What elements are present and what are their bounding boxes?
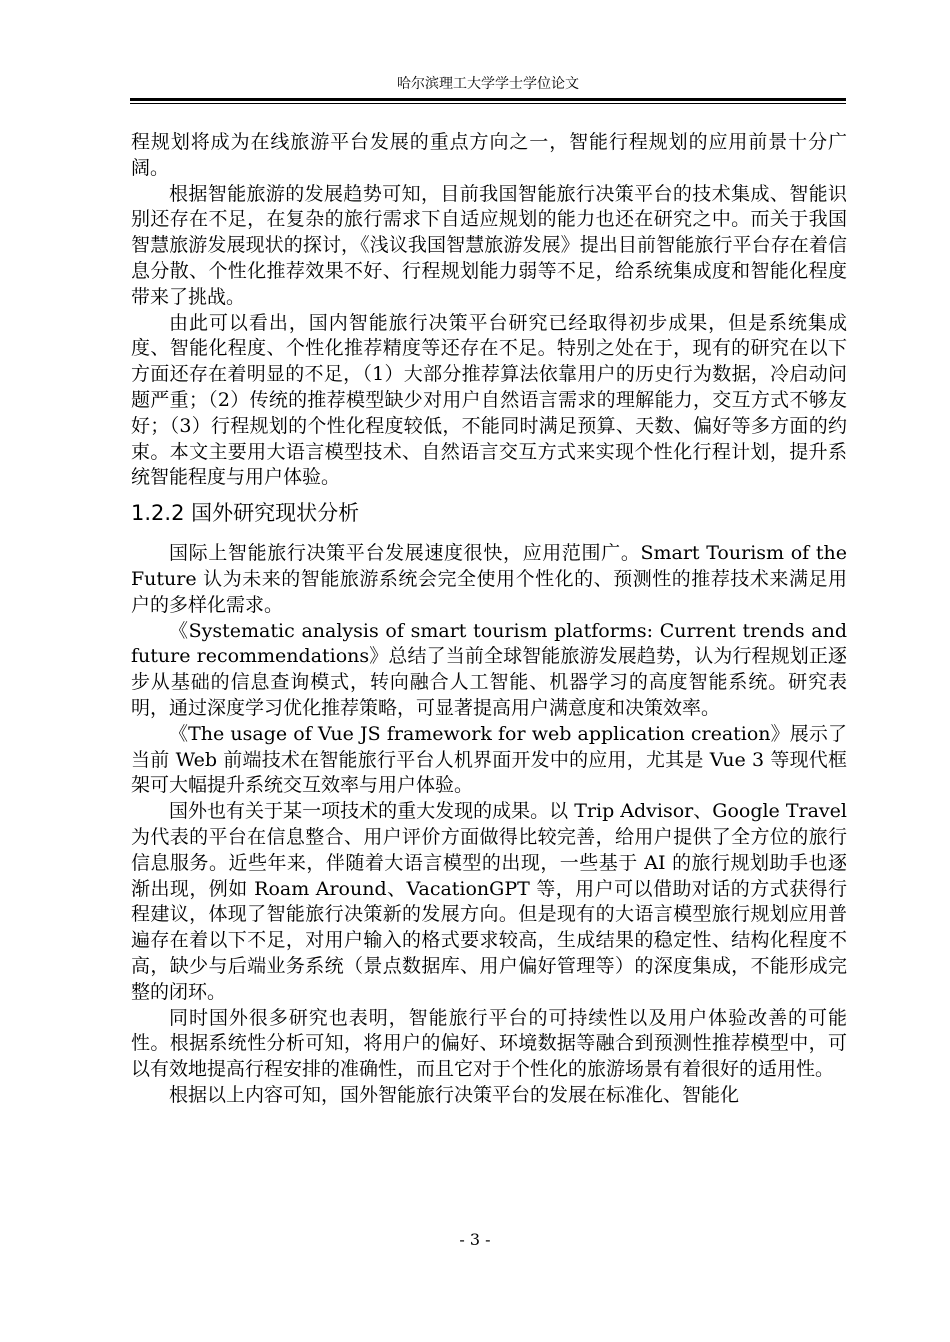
paragraph: 国外也有关于某一项技术的重大发现的成果。以 Trip Advisor、Google Travel 为代表的平台在信息整合、用户评价方面做得比较完善，给用户提供了全方位的旅行信息服务。近些年来，伴随着大语言模型的出现，一些基于 AI 的旅行规划助手也逐渐出现，例如 Roam Around、VacationGPT 等，用户可以借助对话的方式获得行程建议，体现了智能旅行决策新的发展方向。但是现有的大语言模型旅行规划应用普遍存在着以下不足，对用户输入的格式要求较高，生成结果的稳定性、结构化程度不高，缺少与后端业务系统（景点数据库、用户偏好管理等）的深度集成，不能形成完整的闭环。 (131, 800, 847, 1003)
paragraph: 《Systematic analysis of smart tourism platforms: Current trends and future recommendations》总结了当前全球智能旅游发展趋势，认为行程规划正逐步从基础的信息查询模式，转向融合人工智能、机器学习的高度智能系统。研究表明，通过深度学习优化推荐策略，可显著提高用户满意度和决策效率。 (131, 619, 847, 719)
running-header: 哈尔滨理工大学学士学位论文 (397, 76, 579, 92)
paragraph: 国际上智能旅行决策平台发展速度很快，应用范围广。Smart Tourism of the Future 认为未来的智能旅游系统会完全使用个性化的、预测性的推荐技术来满足用户的多样化需求。 (131, 542, 847, 616)
paragraph: 由此可以看出，国内智能旅行决策平台研究已经取得初步成果，但是系统集成度、智能化程度、个性化推荐精度等还存在不足。特别之处在于，现有的研究在以下方面还存在着明显的不足，（1）大部分推荐算法依靠用户的历史行为数据，冷启动问题严重；（2）传统的推荐模型缺少对用户自然语言需求的理解能力，交互方式不够友好；（3）行程规划的个性化程度较低，不能同时满足预算、天数、偏好等多方面的约束。本文主要用大语言模型技术、自然语言交互方式来实现个性化行程计划，提升系统智能程度与用户体验。 (131, 311, 847, 489)
paragraph: 根据智能旅游的发展趋势可知，目前我国智能旅行决策平台的技术集成、智能识别还存在不足，在复杂的旅行需求下自适应规划的能力也还在研究之中。而关于我国智慧旅游发展现状的探讨，《浅议我国智慧旅游发展》提出目前智能旅行平台存在着信息分散、个性化推荐效果不好、行程规划能力弱等不足，给系统集成度和智能化程度带来了挑战。 (131, 182, 847, 308)
paragraph: 同时国外很多研究也表明，智能旅行平台的可持续性以及用户体验改善的可能性。根据系统性分析可知，将用户的偏好、环境数据等融合到预测性推荐模型中，可以有效地提高行程安排的准确性，而且它对于个性化的旅游场景有着很好的适用性。 (131, 1006, 847, 1081)
section-heading: 1.2.2 国外研究现状分析 (131, 501, 360, 526)
paragraph: 根据以上内容可知，国外智能旅行决策平台的发展在标准化、智能化 (169, 1083, 740, 1106)
paragraph: 《The usage of Vue JS framework for web application creation》展示了当前 Web 前端技术在智能旅行平台人机界面开发中的应用，尤其是 Vue 3 等现代框架可大幅提升系统交互效率与用户体验。 (131, 722, 847, 797)
body-text (131, 130, 847, 1109)
header-rule-thin (130, 103, 846, 104)
header-rule-thick (130, 98, 846, 101)
paragraph-continuation: 程规划将成为在线旅游平台发展的重点方向之一，智能行程规划的应用前景十分广阔。 (131, 131, 847, 179)
page-number: - 3 - (459, 1230, 491, 1249)
